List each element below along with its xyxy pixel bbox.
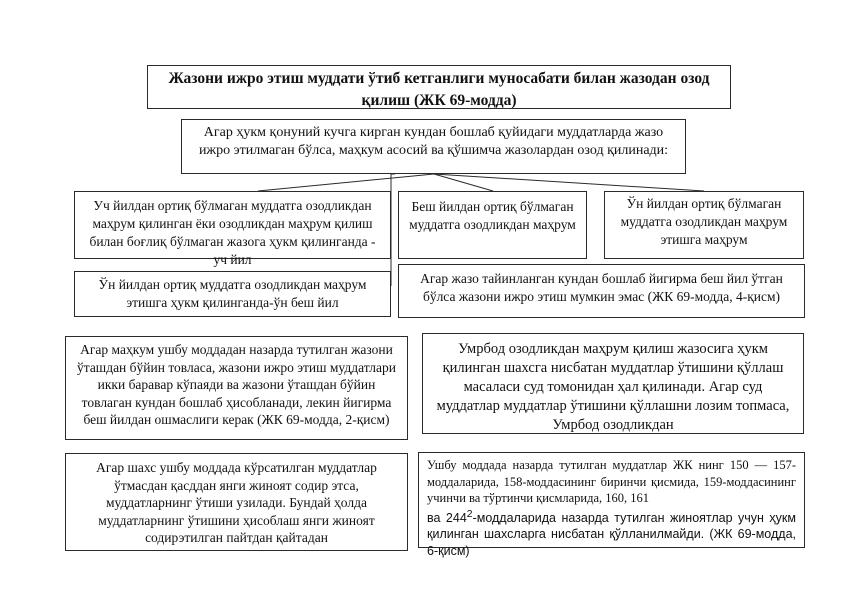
exceptions-note-box — [418, 452, 805, 558]
over-ten-year-term-text: Ўн йилдан ортиқ муддатга озодликдан маҳрум этишга ҳукм қилинганда-ўн беш йил — [98, 277, 367, 310]
new-crime-rule-box — [65, 453, 408, 551]
exceptions-note-superscript: 2 — [466, 508, 473, 520]
connector-line — [434, 174, 493, 191]
title-text: Жазони ижро этиш муддати ўтиб кетганлиги муносабати билан жазодан озод қилиш (ЖК 69-модда) — [168, 70, 710, 109]
twenty-five-year-limit-text: Агар жазо тайинланган кундан бошлаб йигирма беш йил ўтган бўлса жазони ижро этиш мумкин эмас (ЖК 69-модда, 4-қисм) — [420, 271, 783, 304]
connector-line — [434, 174, 704, 191]
three-year-term-box — [74, 191, 391, 267]
exceptions-note-line2 — [427, 507, 796, 560]
three-year-term-text: Уч йилдан ортиқ бўлмаган муддатга озодликдан маҳрум қилинган ёки озодликдан маҳрум қилиш билан боғлиқ бўлмаган жазога ҳукм қилинганда - уч йил — [89, 198, 376, 267]
exceptions-note-pre: ва 244 — [427, 510, 467, 525]
diagram-title — [147, 65, 731, 109]
exceptions-note-line1: Ушбу моддада назарда тутилган муддатлар ЖК нинг 150 — 157-моддаларида, 158-моддасининг биринчи қисмида, 159-моддасининг учинчи ва тўртинчи қисмларида, 160, 161 — [427, 458, 796, 505]
main-rule-text: Агар ҳукм қонуний кучга кирган кундан бошлаб қуйидаги муддатларда жазо ижро этилмаган бўлса, маҳкум асосий ва қўшимча жазолардан озод қилинади: — [198, 125, 669, 158]
life-sentence-rule-text: Умрбод озодликдан маҳрум қилиш жазосига ҳукм қилинган шахсга нисбатан муддатлар ўтишини қўллаш масаласи суд томонидан ҳал қилинади. Агар суд муддатлар муддатлар ўтишини қўллашни лозим топмаса, Умрбод озодликдан — [436, 341, 790, 433]
life-sentence-rule-box — [422, 333, 804, 434]
exceptions-note-post: -моддаларида назарда тутилган жиноятлар учун ҳукм қилинган шахсларга нисбатан қўлланилмайди. — [427, 510, 796, 542]
over-ten-year-term-box — [74, 271, 391, 317]
new-crime-rule-text: Агар шахс ушбу моддада кўрсатилган муддатлар ўтмасдан қасддан янги жиноят содир этса, муддатларнинг ўтиши узилади. Бундай ҳолда муддатларнинг ўтишини ҳисоблаш янги жиноят содирэтилган пайтдан қайтадан — [96, 460, 377, 545]
five-year-term-text: Беш йилдан ортиқ бўлмаган муддатга озодликдан маҳрум — [409, 199, 576, 232]
main-rule-box — [181, 119, 686, 174]
evasion-rule-box — [65, 336, 408, 440]
evasion-rule-text: Агар маҳкум ушбу моддадан назарда тутилган жазони ўташдан бўйин товласа, жазони ижро этиш муддатлари икки баравар кўпаяди ва жазони ўташдан бўйин товлаган кундан бошлаб ҳисобланади, лекин йигирма беш йилдан ошмаслиги керак (ЖК 69-модда, 2-қисм) — [77, 342, 396, 427]
connector-line — [391, 174, 395, 286]
connector-line — [258, 174, 434, 191]
twenty-five-year-limit-box — [398, 264, 805, 318]
ten-year-term-text: Ўн йилдан ортиқ бўлмаган муддатга озодликдан маҳрум этишга маҳрум — [620, 196, 788, 247]
five-year-term-box — [398, 191, 587, 259]
ten-year-term-box — [604, 191, 804, 259]
exceptions-note-reference: (ЖК 69-модда, 6-қисм) — [427, 527, 796, 558]
